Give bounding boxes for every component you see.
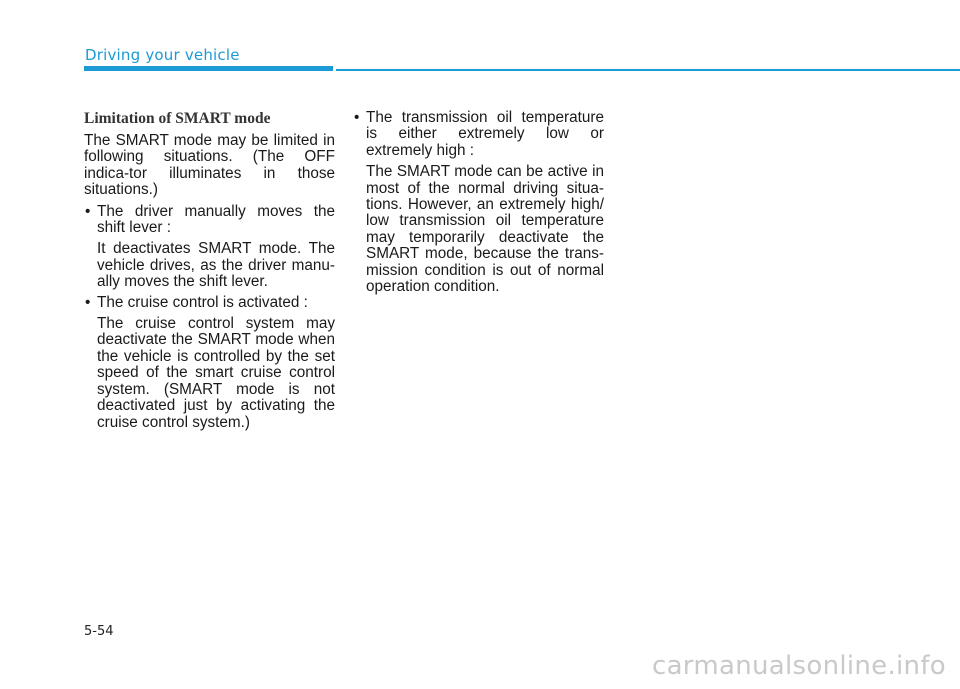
watermark: carmanualsonline.info <box>651 651 946 681</box>
list-item <box>353 110 604 159</box>
intro-paragraph: The SMART mode may be limited in following situations. (The OFF indica-tor illuminates in those situations.) <box>84 132 335 199</box>
section-heading: Limitation of SMART mode <box>84 110 271 127</box>
list-item-label: The transmission oil temperature is either extremely low or extremely high : <box>366 109 604 159</box>
right-column <box>353 110 604 299</box>
header-rule-thick <box>84 66 333 71</box>
list-item-detail: The cruise control system may deactivate the SMART mode when the vehicle is controlled by the set speed of the smart cruise control system. (SMART mode is not deactivated just by activating the cruise control system.) <box>97 315 335 431</box>
list-item-detail: It deactivates SMART mode. The vehicle drives, as the driver manu-ally moves the shift lever. <box>97 240 335 291</box>
bullet-icon: • <box>354 109 360 126</box>
list-item-label: The cruise control is activated : <box>97 293 308 311</box>
page-number: 5-54 <box>84 624 114 639</box>
left-column <box>84 110 335 435</box>
bullet-icon: • <box>85 202 91 220</box>
bullet-icon: • <box>85 293 91 311</box>
list-item <box>84 295 335 311</box>
list-item-label: The driver manually moves the shift lever : <box>97 202 335 237</box>
list-item-detail: The SMART mode can be active in most of the normal driving situa-tions. However, an extremely high/ low transmission oil temperature may temporarily deactivate the SMART mode, because the trans-mission condition is out of normal operation condition. <box>366 163 604 296</box>
section-title: Driving your vehicle <box>85 46 240 64</box>
header-rule-thin <box>336 69 960 71</box>
list-item <box>84 204 335 237</box>
